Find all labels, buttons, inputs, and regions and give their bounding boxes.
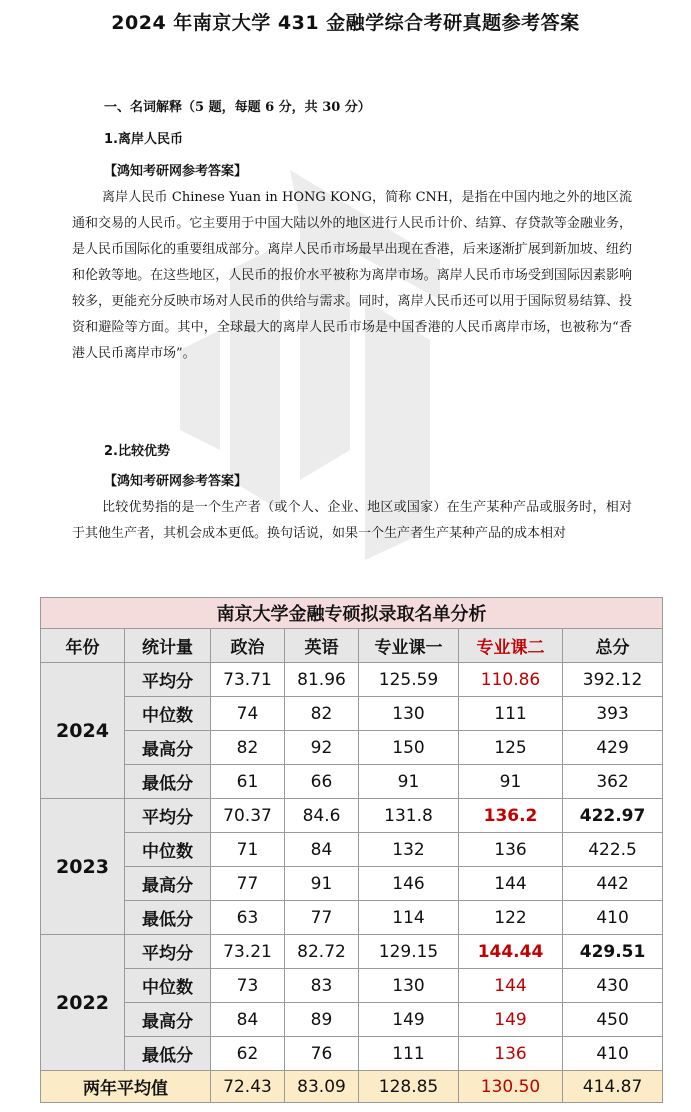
stat-cell: 平均分 [125, 935, 211, 969]
score-cell: 82.72 [285, 935, 359, 969]
score-cell: 82 [211, 731, 285, 765]
score-cell: 144.44 [459, 935, 563, 969]
score-cell: 91 [459, 765, 563, 799]
score-cell: 92 [285, 731, 359, 765]
score-cell: 130 [359, 697, 459, 731]
table-row [41, 833, 663, 867]
table-row [41, 1037, 663, 1071]
stat-cell: 中位数 [125, 697, 211, 731]
stat-cell: 平均分 [125, 799, 211, 833]
score-cell: 81.96 [285, 663, 359, 697]
header-english: 英语 [285, 629, 359, 663]
score-cell: 84 [285, 833, 359, 867]
score-cell: 70.37 [211, 799, 285, 833]
score-cell: 61 [211, 765, 285, 799]
stat-cell: 最低分 [125, 901, 211, 935]
score-cell: 73.21 [211, 935, 285, 969]
average-cell: 414.87 [563, 1071, 663, 1103]
score-cell: 84 [211, 1003, 285, 1037]
score-cell: 91 [359, 765, 459, 799]
score-cell: 131.8 [359, 799, 459, 833]
stat-cell: 最高分 [125, 731, 211, 765]
header-year: 年份 [41, 629, 125, 663]
score-cell: 150 [359, 731, 459, 765]
score-cell: 146 [359, 867, 459, 901]
score-cell: 144 [459, 867, 563, 901]
score-cell: 410 [563, 1037, 663, 1071]
score-cell: 410 [563, 901, 663, 935]
score-cell: 122 [459, 901, 563, 935]
question-2-answer-tag: 【鸿知考研网参考答案】 [104, 474, 248, 489]
score-cell: 91 [285, 867, 359, 901]
score-cell: 111 [459, 697, 563, 731]
score-cell: 66 [285, 765, 359, 799]
question-1-heading: 1.离岸人民币 [104, 132, 183, 147]
score-cell: 71 [211, 833, 285, 867]
table-header-row [41, 629, 663, 663]
header-major-2: 专业课二 [459, 629, 563, 663]
average-cell: 72.43 [211, 1071, 285, 1103]
average-cell: 130.50 [459, 1071, 563, 1103]
page-title: 2024 年南京大学 431 金融学综合考研真题参考答案 [111, 12, 580, 34]
score-cell: 149 [359, 1003, 459, 1037]
score-cell: 89 [285, 1003, 359, 1037]
score-cell: 362 [563, 765, 663, 799]
score-cell: 73 [211, 969, 285, 1003]
score-cell: 77 [211, 867, 285, 901]
score-cell: 393 [563, 697, 663, 731]
stat-cell: 最高分 [125, 867, 211, 901]
score-cell: 429.51 [563, 935, 663, 969]
score-table-container [40, 597, 662, 1103]
score-cell: 136.2 [459, 799, 563, 833]
score-cell: 74 [211, 697, 285, 731]
header-total: 总分 [563, 629, 663, 663]
score-cell: 422.5 [563, 833, 663, 867]
score-cell: 82 [285, 697, 359, 731]
average-label: 两年平均值 [41, 1071, 211, 1103]
stat-cell: 最高分 [125, 1003, 211, 1037]
table-row [41, 867, 663, 901]
stat-cell: 最低分 [125, 765, 211, 799]
table-row [41, 765, 663, 799]
question-2-heading: 2.比较优势 [104, 444, 170, 459]
score-cell: 136 [459, 1037, 563, 1071]
score-cell: 430 [563, 969, 663, 1003]
score-cell: 450 [563, 1003, 663, 1037]
average-cell: 83.09 [285, 1071, 359, 1103]
table-row [41, 935, 663, 969]
section-heading: 一、名词解释（5 题，每题 6 分，共 30 分） [104, 100, 371, 115]
score-cell: 110.86 [459, 663, 563, 697]
score-cell: 132 [359, 833, 459, 867]
question-1-answer-tag: 【鸿知考研网参考答案】 [104, 164, 248, 179]
stat-cell: 平均分 [125, 663, 211, 697]
score-table [40, 597, 663, 1103]
score-cell: 84.6 [285, 799, 359, 833]
table-row [41, 799, 663, 833]
stat-cell: 最低分 [125, 1037, 211, 1071]
table-row [41, 663, 663, 697]
score-cell: 130 [359, 969, 459, 1003]
header-politics: 政治 [211, 629, 285, 663]
question-1-answer-text: 离岸人民币 Chinese Yuan in HONG KONG，简称 CNH，是指在中国内地之外的地区流通和交易的人民币。它主要用于中国大陆以外的地区进行人民币计价、结算、存贷款等金融业务，是人民币国际化的重要组成部分。离岸人民币市场最早出现在香港，后来逐渐扩展到新加坡、纽约和伦敦等地。在这些地区，人民币的报价水平被称为离岸市场。离岸人民币市场受到国际因素影响较多，更能充分反映市场对人民币的供给与需求。同时，离岸人民币还可以用于国际贸易结算、投资和避险等方面。其中，全球最大的离岸人民币市场是中国香港的人民币离岸市场，也被称为“香港人民币离岸市场”。 [72, 190, 632, 361]
score-cell: 73.71 [211, 663, 285, 697]
table-row [41, 731, 663, 765]
score-cell: 144 [459, 969, 563, 1003]
average-cell: 128.85 [359, 1071, 459, 1103]
table-row [41, 697, 663, 731]
score-cell: 77 [285, 901, 359, 935]
year-cell: 2023 [41, 799, 125, 935]
year-cell: 2024 [41, 663, 125, 799]
score-cell: 149 [459, 1003, 563, 1037]
year-cell: 2022 [41, 935, 125, 1071]
score-cell: 76 [285, 1037, 359, 1071]
score-cell: 136 [459, 833, 563, 867]
question-2-answer-text: 比较优势指的是一个生产者（或个人、企业、地区或国家）在生产某种产品或服务时，相对于其他生产者，其机会成本更低。换句话说，如果一个生产者生产某种产品的成本相对 [72, 500, 632, 541]
stat-cell: 中位数 [125, 969, 211, 1003]
score-cell: 442 [563, 867, 663, 901]
score-cell: 429 [563, 731, 663, 765]
score-cell: 125 [459, 731, 563, 765]
score-cell: 392.12 [563, 663, 663, 697]
score-cell: 62 [211, 1037, 285, 1071]
score-cell: 125.59 [359, 663, 459, 697]
table-row [41, 1003, 663, 1037]
average-row [41, 1071, 663, 1103]
score-cell: 114 [359, 901, 459, 935]
score-cell: 422.97 [563, 799, 663, 833]
score-cell: 129.15 [359, 935, 459, 969]
table-row [41, 901, 663, 935]
score-cell: 111 [359, 1037, 459, 1071]
header-stat: 统计量 [125, 629, 211, 663]
score-cell: 63 [211, 901, 285, 935]
stat-cell: 中位数 [125, 833, 211, 867]
header-major-1: 专业课一 [359, 629, 459, 663]
table-row [41, 969, 663, 1003]
score-cell: 83 [285, 969, 359, 1003]
table-caption: 南京大学金融专硕拟录取名单分析 [41, 598, 663, 629]
